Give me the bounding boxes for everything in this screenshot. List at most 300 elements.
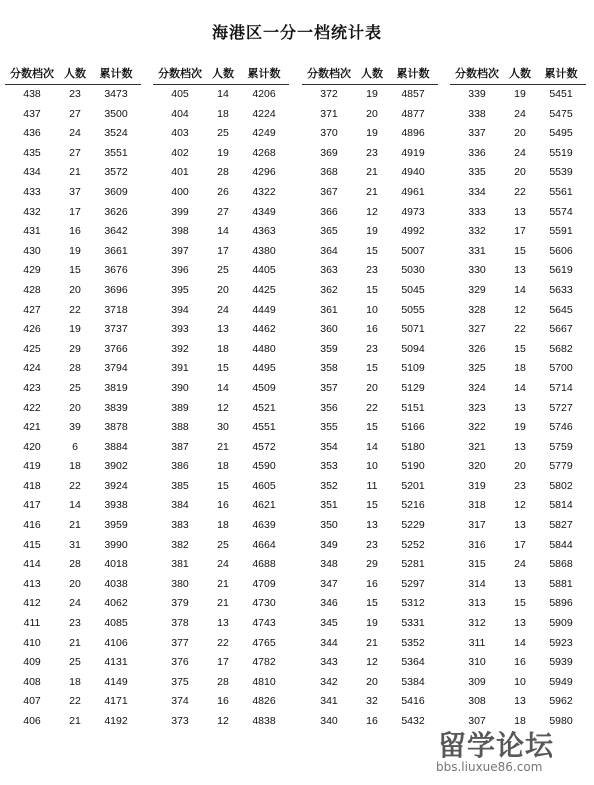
cell-count: 22 <box>69 695 81 708</box>
cell-count: 25 <box>217 264 229 277</box>
table-row <box>5 516 141 536</box>
cell-count: 14 <box>514 381 526 394</box>
table-row <box>153 124 289 144</box>
cell-score: 328 <box>468 303 486 316</box>
cell-score: 378 <box>171 617 189 630</box>
cell-count: 21 <box>217 440 229 453</box>
cell-score: 390 <box>171 381 189 394</box>
cell-cumulative: 4590 <box>252 460 276 473</box>
cell-cumulative: 5909 <box>549 617 573 630</box>
cell-count: 21 <box>69 715 81 727</box>
table-row <box>5 379 141 399</box>
cell-count: 15 <box>366 244 378 257</box>
cell-count: 23 <box>366 538 378 551</box>
cell-count: 28 <box>217 166 229 179</box>
table-row <box>302 418 438 438</box>
cell-cumulative: 4782 <box>252 656 276 669</box>
cell-score: 349 <box>320 538 338 551</box>
cell-cumulative: 4826 <box>252 695 276 708</box>
table-row <box>302 477 438 497</box>
cell-cumulative: 5495 <box>549 127 573 140</box>
cell-cumulative: 5561 <box>549 185 573 198</box>
table-row <box>302 653 438 673</box>
cell-score: 412 <box>23 597 41 610</box>
cell-cumulative: 3609 <box>104 185 128 198</box>
cell-score: 432 <box>23 205 41 218</box>
cell-cumulative: 5814 <box>549 499 573 512</box>
cell-cumulative: 4018 <box>104 558 128 571</box>
cell-count: 13 <box>514 577 526 590</box>
cell-count: 16 <box>366 577 378 590</box>
cell-score: 401 <box>171 166 189 179</box>
cell-cumulative: 4896 <box>401 127 425 140</box>
table-row <box>153 673 289 693</box>
cell-cumulative: 3878 <box>104 421 128 434</box>
cell-count: 26 <box>217 185 229 198</box>
cell-count: 20 <box>217 283 229 296</box>
table-row <box>5 183 141 203</box>
cell-score: 382 <box>171 538 189 551</box>
table-row <box>153 457 289 477</box>
cell-score: 338 <box>468 107 486 120</box>
header-cumulative: 累计数 <box>99 67 133 80</box>
cell-score: 413 <box>23 577 41 590</box>
cell-cumulative: 5827 <box>549 519 573 532</box>
cell-cumulative: 3766 <box>104 342 128 355</box>
cell-score: 376 <box>171 656 189 669</box>
cell-score: 419 <box>23 460 41 473</box>
cell-cumulative: 5475 <box>549 107 573 120</box>
cell-cumulative: 5281 <box>401 558 425 571</box>
cell-score: 375 <box>171 675 189 688</box>
cell-count: 18 <box>514 362 526 375</box>
header-score-level: 分数档次 <box>10 67 54 80</box>
cell-score: 341 <box>320 695 338 708</box>
cell-score: 358 <box>320 362 338 375</box>
cell-score: 374 <box>171 695 189 708</box>
table-row <box>153 222 289 242</box>
cell-count: 14 <box>217 381 229 394</box>
cell-score: 309 <box>468 675 486 688</box>
cell-cumulative: 4877 <box>401 107 425 120</box>
cell-count: 15 <box>366 362 378 375</box>
cell-count: 24 <box>514 146 526 159</box>
cell-cumulative: 5980 <box>549 715 573 727</box>
table-row <box>450 496 586 516</box>
cell-score: 383 <box>171 519 189 532</box>
cell-count: 24 <box>69 127 81 140</box>
cell-count: 21 <box>217 577 229 590</box>
cell-score: 386 <box>171 460 189 473</box>
table-row <box>302 124 438 144</box>
table-row <box>5 261 141 281</box>
table-row <box>153 614 289 634</box>
cell-score: 336 <box>468 146 486 159</box>
table-row <box>450 399 586 419</box>
cell-cumulative: 4449 <box>252 303 276 316</box>
table-row <box>5 85 141 105</box>
cell-cumulative: 4605 <box>252 479 276 492</box>
cell-cumulative: 5746 <box>549 421 573 434</box>
cell-count: 15 <box>514 244 526 257</box>
table-row <box>302 163 438 183</box>
cell-score: 357 <box>320 381 338 394</box>
cell-count: 13 <box>514 695 526 708</box>
cell-cumulative: 5574 <box>549 205 573 218</box>
cell-score: 387 <box>171 440 189 453</box>
table-row <box>153 653 289 673</box>
cell-score: 420 <box>23 440 41 453</box>
table-row <box>302 673 438 693</box>
cell-count: 23 <box>366 264 378 277</box>
page-title: 海港区一分一档统计表 <box>211 23 382 42</box>
cell-cumulative: 4131 <box>104 656 128 669</box>
cell-cumulative: 4322 <box>252 185 276 198</box>
cell-score: 406 <box>23 715 41 727</box>
table-block-3 <box>302 64 438 732</box>
table-row <box>5 124 141 144</box>
table-row <box>450 457 586 477</box>
cell-count: 16 <box>217 499 229 512</box>
cell-count: 12 <box>217 401 229 414</box>
cell-cumulative: 4572 <box>252 440 276 453</box>
cell-count: 10 <box>366 303 378 316</box>
cell-count: 16 <box>366 323 378 336</box>
table-row <box>450 673 586 693</box>
cell-count: 18 <box>69 460 81 473</box>
cell-score: 418 <box>23 479 41 492</box>
cell-score: 316 <box>468 538 486 551</box>
cell-score: 324 <box>468 381 486 394</box>
table-row <box>450 281 586 301</box>
table-row <box>302 242 438 262</box>
table-row <box>5 594 141 614</box>
table-row <box>5 614 141 634</box>
table-header-row <box>302 64 438 84</box>
table-row <box>450 477 586 497</box>
cell-score: 363 <box>320 264 338 277</box>
cell-score: 429 <box>23 264 41 277</box>
cell-count: 17 <box>217 244 229 257</box>
table-row <box>450 222 586 242</box>
cell-score: 381 <box>171 558 189 571</box>
cell-score: 368 <box>320 166 338 179</box>
table-row <box>302 105 438 125</box>
cell-score: 400 <box>171 185 189 198</box>
cell-score: 426 <box>23 323 41 336</box>
cell-cumulative: 5312 <box>401 597 425 610</box>
cell-cumulative: 4206 <box>252 88 276 100</box>
cell-count: 16 <box>514 656 526 669</box>
cell-cumulative: 4495 <box>252 362 276 375</box>
cell-count: 24 <box>514 558 526 571</box>
table-row <box>153 496 289 516</box>
cell-cumulative: 5216 <box>401 499 425 512</box>
table-row <box>5 301 141 321</box>
cell-cumulative: 3990 <box>104 538 128 551</box>
cell-score: 355 <box>320 421 338 434</box>
cell-score: 343 <box>320 656 338 669</box>
cell-cumulative: 4038 <box>104 577 128 590</box>
cell-score: 312 <box>468 617 486 630</box>
table-row <box>450 634 586 654</box>
cell-cumulative: 4765 <box>252 636 276 649</box>
cell-score: 435 <box>23 146 41 159</box>
cell-count: 19 <box>514 88 526 100</box>
table-row <box>450 555 586 575</box>
table-row <box>302 496 438 516</box>
cell-cumulative: 5129 <box>401 381 425 394</box>
cell-cumulative: 5071 <box>401 323 425 336</box>
table-row <box>302 614 438 634</box>
table-row <box>5 340 141 360</box>
header-count: 人数 <box>509 67 531 80</box>
cell-cumulative: 5962 <box>549 695 573 708</box>
cell-score: 320 <box>468 460 486 473</box>
cell-cumulative: 3959 <box>104 519 128 532</box>
cell-count: 18 <box>217 342 229 355</box>
table-row <box>5 692 141 712</box>
cell-cumulative: 5055 <box>401 303 425 316</box>
cell-cumulative: 4405 <box>252 264 276 277</box>
cell-count: 13 <box>366 519 378 532</box>
cell-score: 370 <box>320 127 338 140</box>
table-row <box>153 144 289 164</box>
watermark-url: bbs.liuxue86.com <box>436 760 543 774</box>
table-row <box>5 281 141 301</box>
cell-cumulative: 4973 <box>401 205 425 218</box>
cell-count: 19 <box>514 421 526 434</box>
table-row <box>302 144 438 164</box>
cell-count: 11 <box>366 479 378 492</box>
table-row <box>450 144 586 164</box>
cell-score: 308 <box>468 695 486 708</box>
cell-cumulative: 3924 <box>104 479 128 492</box>
cell-score: 323 <box>468 401 486 414</box>
cell-count: 20 <box>69 577 81 590</box>
cell-score: 384 <box>171 499 189 512</box>
cell-score: 340 <box>320 715 338 727</box>
cell-count: 16 <box>217 695 229 708</box>
cell-cumulative: 5759 <box>549 440 573 453</box>
cell-score: 334 <box>468 185 486 198</box>
cell-cumulative: 5045 <box>401 283 425 296</box>
cell-score: 356 <box>320 401 338 414</box>
header-cumulative: 累计数 <box>247 67 281 80</box>
table-row <box>153 712 289 732</box>
cell-cumulative: 3938 <box>104 499 128 512</box>
cell-cumulative: 5619 <box>549 264 573 277</box>
cell-cumulative: 5645 <box>549 303 573 316</box>
cell-count: 19 <box>69 323 81 336</box>
table-row <box>302 359 438 379</box>
table-row <box>5 536 141 556</box>
cell-count: 22 <box>69 303 81 316</box>
cell-score: 428 <box>23 283 41 296</box>
table-block-4 <box>450 64 586 732</box>
table-row <box>5 418 141 438</box>
cell-cumulative: 4224 <box>252 107 276 120</box>
cell-score: 391 <box>171 362 189 375</box>
table-row <box>302 457 438 477</box>
table-row <box>302 712 438 732</box>
cell-count: 18 <box>514 715 526 727</box>
cell-score: 415 <box>23 538 41 551</box>
site-watermark <box>432 718 590 778</box>
table-header-row <box>450 64 586 84</box>
cell-count: 15 <box>217 362 229 375</box>
cell-score: 330 <box>468 264 486 277</box>
table-row <box>302 203 438 223</box>
cell-score: 427 <box>23 303 41 316</box>
cell-count: 15 <box>366 499 378 512</box>
cell-score: 431 <box>23 225 41 238</box>
cell-score: 392 <box>171 342 189 355</box>
table-row <box>302 555 438 575</box>
table-row <box>450 242 586 262</box>
cell-count: 21 <box>366 166 378 179</box>
table-row <box>302 438 438 458</box>
cell-count: 31 <box>69 538 81 551</box>
cell-score: 389 <box>171 401 189 414</box>
table-row <box>5 634 141 654</box>
cell-score: 318 <box>468 499 486 512</box>
cell-count: 16 <box>69 225 81 238</box>
table-row <box>450 418 586 438</box>
cell-count: 23 <box>514 479 526 492</box>
cell-cumulative: 3737 <box>104 323 128 336</box>
cell-count: 25 <box>69 656 81 669</box>
cell-score: 411 <box>23 617 41 630</box>
header-count: 人数 <box>212 67 234 80</box>
cell-count: 14 <box>217 225 229 238</box>
table-row <box>5 320 141 340</box>
cell-score: 322 <box>468 421 486 434</box>
table-row <box>5 673 141 693</box>
cell-cumulative: 5868 <box>549 558 573 571</box>
cell-count: 28 <box>69 362 81 375</box>
cell-score: 434 <box>23 166 41 179</box>
table-row <box>153 692 289 712</box>
cell-count: 20 <box>514 460 526 473</box>
cell-count: 15 <box>217 479 229 492</box>
cell-cumulative: 5252 <box>401 538 425 551</box>
cell-score: 313 <box>468 597 486 610</box>
header-cumulative: 累计数 <box>396 67 430 80</box>
table-row <box>450 575 586 595</box>
cell-cumulative: 5451 <box>549 88 573 100</box>
cell-count: 27 <box>217 205 229 218</box>
cell-count: 21 <box>69 636 81 649</box>
cell-score: 354 <box>320 440 338 453</box>
cell-count: 22 <box>514 323 526 336</box>
cell-count: 27 <box>69 107 81 120</box>
header-count: 人数 <box>361 67 383 80</box>
cell-cumulative: 4551 <box>252 421 276 434</box>
table-row <box>450 203 586 223</box>
cell-score: 337 <box>468 127 486 140</box>
cell-cumulative: 4664 <box>252 538 276 551</box>
cell-cumulative: 5331 <box>401 617 425 630</box>
table-row <box>450 124 586 144</box>
cell-count: 20 <box>69 283 81 296</box>
cell-count: 18 <box>217 107 229 120</box>
cell-score: 353 <box>320 460 338 473</box>
cell-cumulative: 4349 <box>252 205 276 218</box>
table-row <box>450 261 586 281</box>
cell-count: 28 <box>217 675 229 688</box>
cell-cumulative: 4961 <box>401 185 425 198</box>
table-row <box>153 418 289 438</box>
table-row <box>5 653 141 673</box>
table-row <box>450 183 586 203</box>
cell-score: 388 <box>171 421 189 434</box>
cell-count: 15 <box>366 597 378 610</box>
cell-count: 14 <box>514 283 526 296</box>
cell-score: 315 <box>468 558 486 571</box>
cell-count: 24 <box>514 107 526 120</box>
cell-cumulative: 4992 <box>401 225 425 238</box>
table-row <box>302 340 438 360</box>
table-row <box>302 261 438 281</box>
cell-count: 10 <box>514 675 526 688</box>
cell-score: 327 <box>468 323 486 336</box>
cell-cumulative: 4085 <box>104 617 128 630</box>
cell-cumulative: 3718 <box>104 303 128 316</box>
cell-count: 19 <box>217 146 229 159</box>
cell-cumulative: 4621 <box>252 499 276 512</box>
table-row <box>5 203 141 223</box>
cell-cumulative: 4509 <box>252 381 276 394</box>
cell-cumulative: 3902 <box>104 460 128 473</box>
cell-count: 17 <box>217 656 229 669</box>
cell-score: 350 <box>320 519 338 532</box>
table-row <box>153 379 289 399</box>
cell-score: 414 <box>23 558 41 571</box>
cell-cumulative: 4106 <box>104 636 128 649</box>
cell-score: 422 <box>23 401 41 414</box>
cell-count: 20 <box>366 675 378 688</box>
table-row <box>450 340 586 360</box>
cell-score: 325 <box>468 362 486 375</box>
cell-count: 23 <box>366 342 378 355</box>
table-row <box>153 359 289 379</box>
cell-score: 380 <box>171 577 189 590</box>
cell-score: 437 <box>23 107 41 120</box>
cell-count: 14 <box>514 636 526 649</box>
cell-cumulative: 5007 <box>401 244 425 257</box>
table-row <box>153 183 289 203</box>
cell-cumulative: 3794 <box>104 362 128 375</box>
cell-cumulative: 3642 <box>104 225 128 238</box>
table-row <box>5 242 141 262</box>
table-row <box>450 653 586 673</box>
cell-cumulative: 5896 <box>549 597 573 610</box>
cell-cumulative: 5606 <box>549 244 573 257</box>
cell-cumulative: 4688 <box>252 558 276 571</box>
cell-cumulative: 5229 <box>401 519 425 532</box>
cell-count: 15 <box>366 283 378 296</box>
cell-cumulative: 5802 <box>549 479 573 492</box>
table-row <box>302 301 438 321</box>
table-row <box>302 183 438 203</box>
cell-count: 20 <box>69 401 81 414</box>
cell-score: 310 <box>468 656 486 669</box>
cell-count: 13 <box>514 617 526 630</box>
table-row <box>302 222 438 242</box>
cell-count: 19 <box>366 88 378 100</box>
cell-score: 359 <box>320 342 338 355</box>
